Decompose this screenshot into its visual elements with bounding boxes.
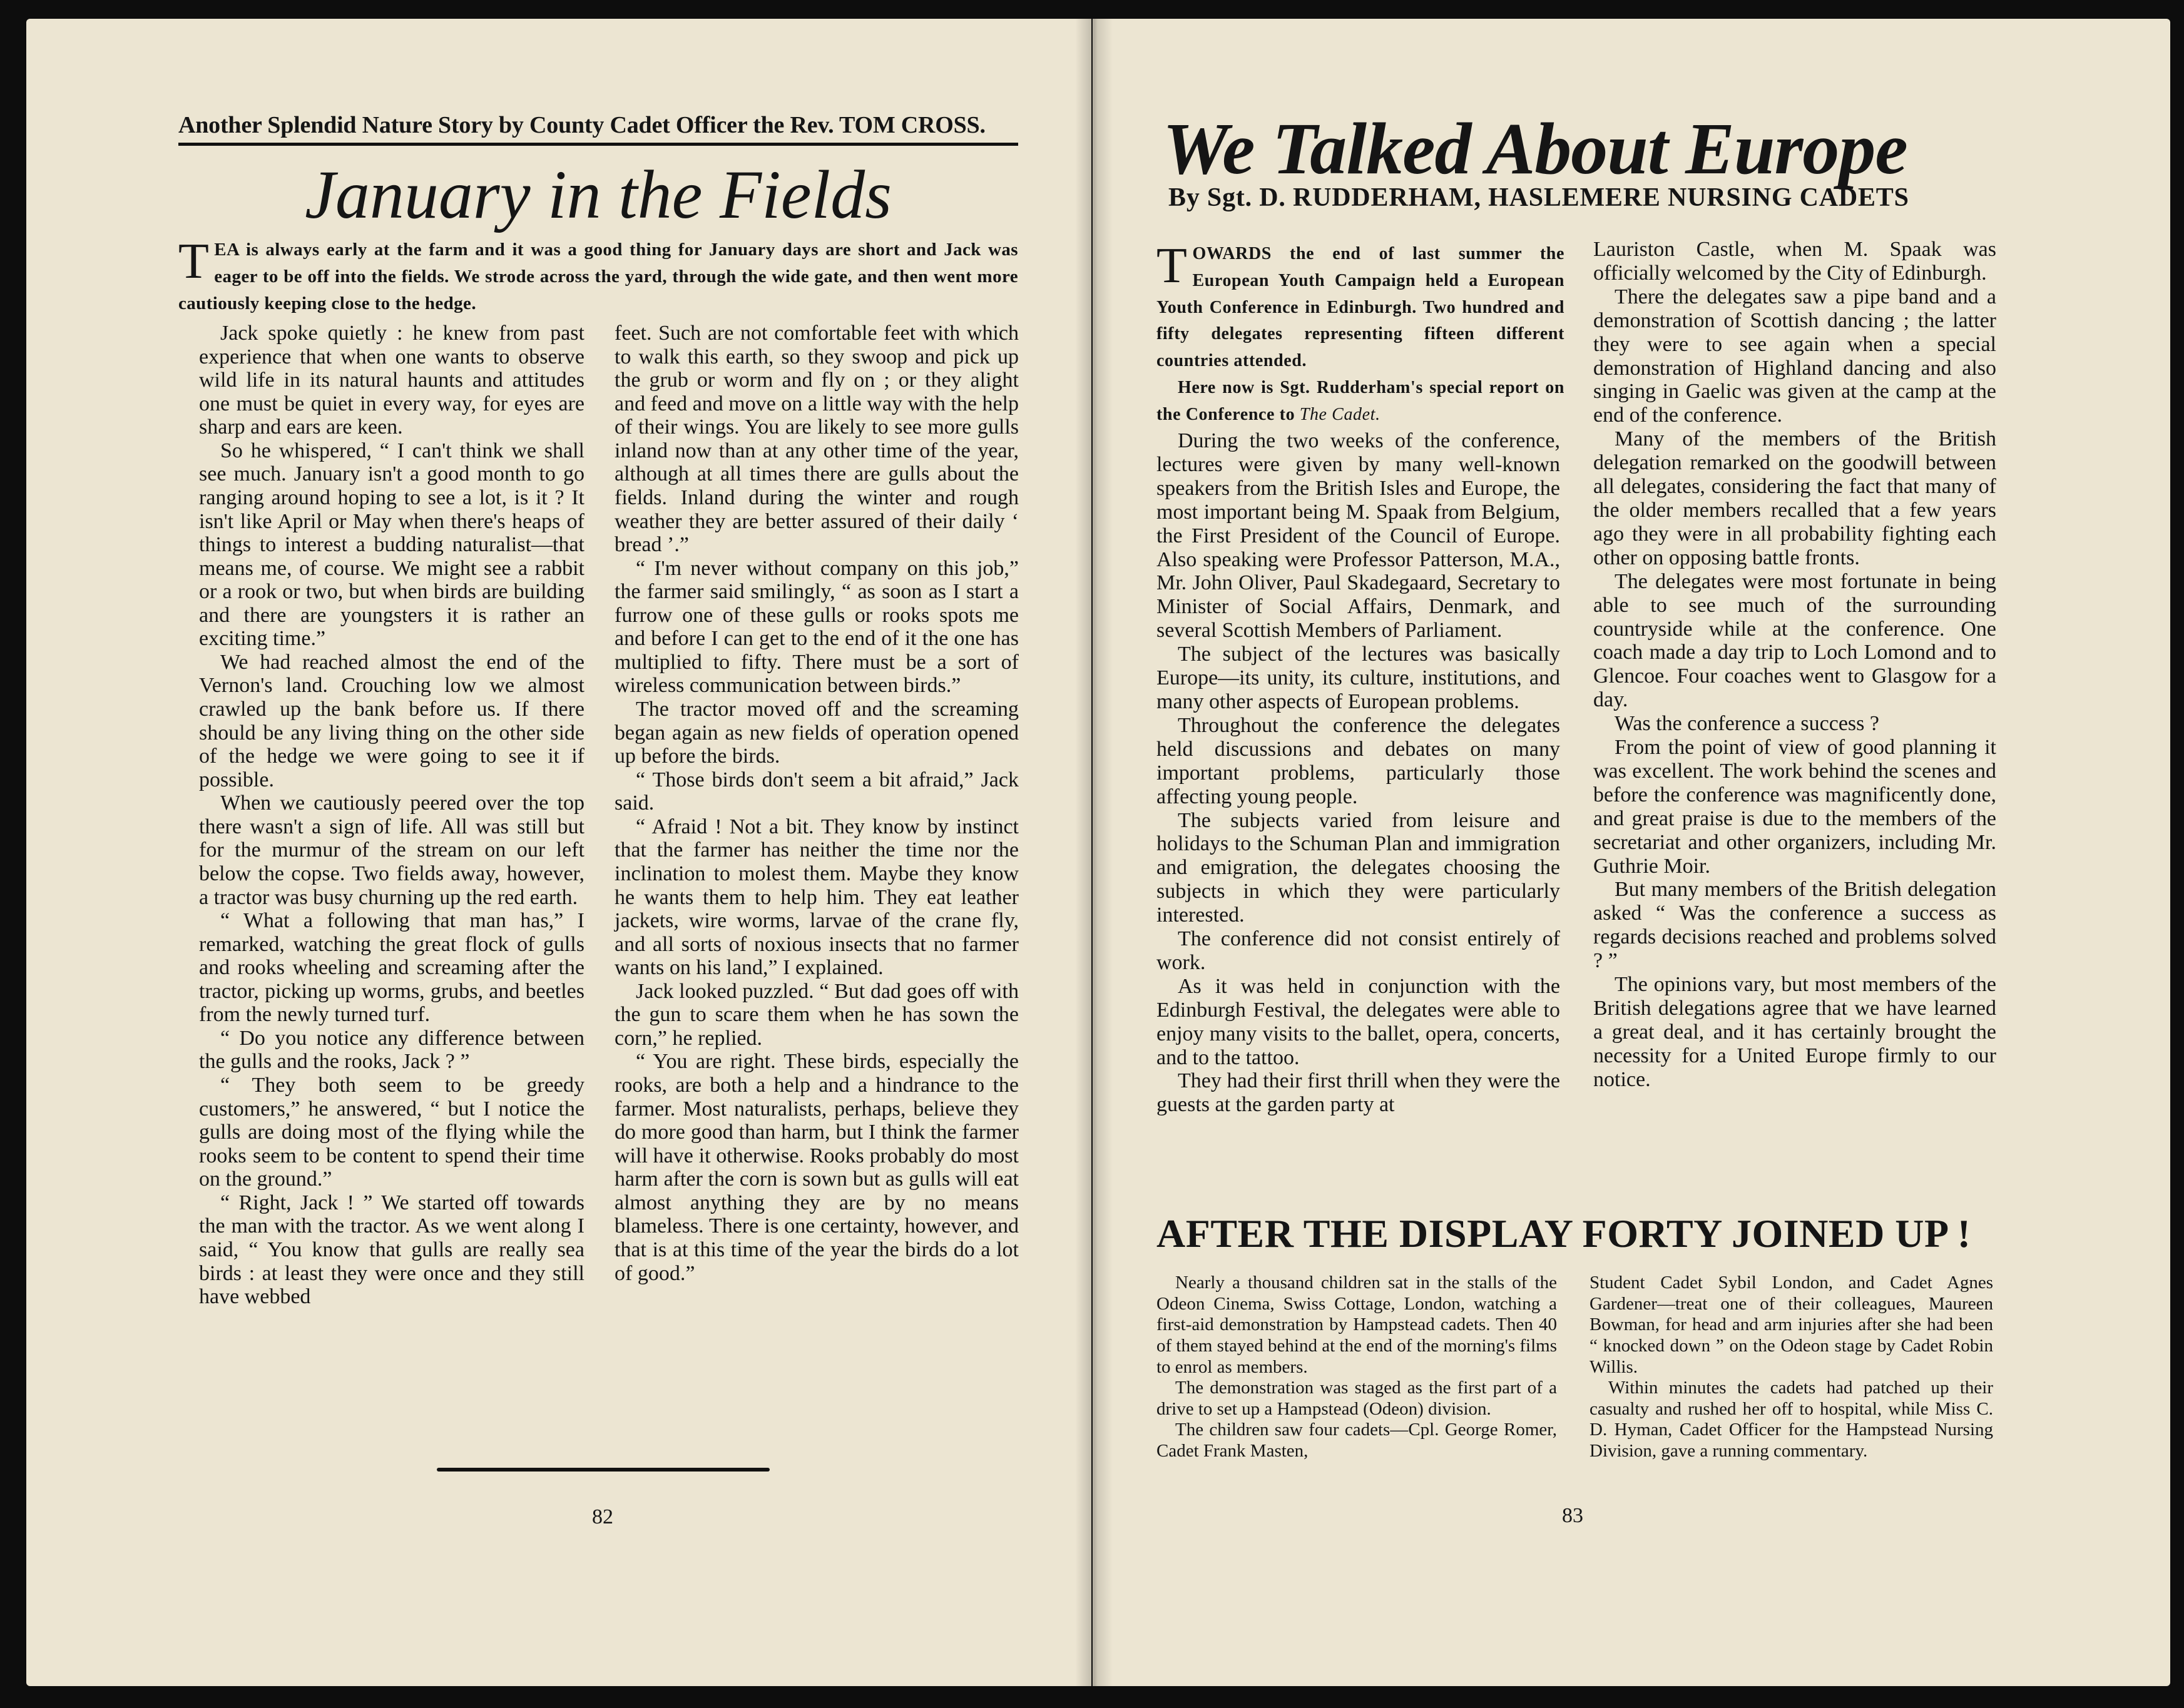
paragraph: The conference did not consist entirely of work. <box>1156 927 1560 974</box>
paragraph: During the two weeks of the conference, lectures were given by many well-known speakers from the British Isles and Europe, the most important being M. Spaak from Belgium, the First President of the Council of Europe. Also speaking were Professor Patterson, M.A., Mr. John Oliver, Paul Skadegaard, Secretary to Minister of Social Affairs, Denmark, and several Scottish Members of Parliament. <box>1156 429 1560 643</box>
paragraph: Student Cadet Sybil London, and Cadet Agnes Gardener—treat one of their colleagues, Maureen Bowman, for head and arm injuries after she had been “ knocked down ” on the Odeon stage by Cadet Robin Willis. <box>1590 1273 1993 1377</box>
article-title: We Talked About Europe <box>1163 108 1907 190</box>
article-column-2 <box>615 322 1019 1285</box>
drop-cap: T <box>1156 238 1188 293</box>
article-title: January in the Fields <box>305 156 892 233</box>
paragraph: The subject of the lectures was basically Europe—its unity, its culture, institutions, and many other aspects of European problems. <box>1156 643 1560 713</box>
paragraph: They had their first thrill when they were the guests at the garden party at <box>1156 1069 1560 1117</box>
drop-cap: T <box>178 234 210 289</box>
paragraph: Was the conference a success ? <box>1615 712 1879 736</box>
article-column-1 <box>1156 429 1560 1117</box>
article-byline: By Sgt. D. RUDDERHAM, HASLEMERE NURSING CADETS <box>1168 183 1909 212</box>
paragraph: Jack spoke quietly : he knew from past experience that when one wants to observe wild life in its natural haunts and attitudes one must be quiet in every way, for eyes are sharp and ears are keen. <box>199 322 584 439</box>
paragraph: “ Do you notice any difference between the gulls and the rooks, Jack ? ” <box>199 1026 584 1074</box>
page-number: 82 <box>592 1505 613 1528</box>
paragraph: “ You are right. These birds, especially the rooks, are both a help and a hindrance to the farmer. Most naturalists, perhaps, believe they do more good than harm, but I think the farmer will have it otherwise. Rooks probably do most harm after the corn is sown but as gulls will eat almost anything they are by no means blameless. There is one certainty, however, and that is at this time of the year the birds do a lot of good.” <box>615 1050 1019 1285</box>
paragraph: The delegates were most fortunate in being able to see much of the surrounding countryside while at the conference. One coach made a day trip to Loch Lomond and to Glencoe. Four coaches went to Glasgow for a day. <box>1593 569 1996 712</box>
paragraph: “ Afraid ! Not a bit. They know by instinct that the farmer has neither the time nor the inclination to molest them. Maybe they know he wants them to help him. They eat leather jackets, wire worms, larvae of the crane fly, and all sorts of noxious insects that no farmer wants on his land,” I explained. <box>615 815 1019 980</box>
paragraph: “ Right, Jack ! ” We started off towards the man with the tractor. As we went along I said, “ You know that gulls are really sea birds : at least they were once and they still have webbed <box>199 1191 584 1309</box>
paragraph: Many of the members of the British delegation remarked on the goodwill between all delegates, considering the fact that many of the older members recalled that a few years ago they were in all probability fighting each other on opposing battle fronts. <box>1593 427 1996 569</box>
paragraph: “ I'm never without company on this job,” the farmer said smilingly, “ as soon as I start a furrow one of these gulls or rooks spots me and before I can get to the end of it the one has multiplied to fifty. There must be a sort of wireless communication between birds.” <box>615 556 1019 698</box>
paragraph: “ What a following that man has,” I remarked, watching the great flock of gulls and rooks wheeling and screaming after the tractor, picking up worms, grubs, and beetles from the newly turned turf. <box>199 909 584 1027</box>
article-lead <box>178 236 1018 318</box>
end-rule <box>437 1468 770 1472</box>
paragraph: When we cautiously peered over the top there wasn't a sign of life. All was still but for the murmur of the stream on our left below the copse. Two fields away, however, a tractor was busy churning up the red earth. <box>199 791 584 909</box>
article-kicker: Another Splendid Nature Story by County Cadet Officer the Rev. TOM CROSS. <box>178 111 1018 146</box>
lead-text-2: Here now is Sgt. Rudderham's special report on the Conference to <box>1156 378 1564 424</box>
news-headline: AFTER THE DISPLAY FORTY JOINED UP ! <box>1156 1211 1971 1256</box>
publication-name: The Cadet. <box>1299 404 1380 424</box>
paragraph: But many members of the British delegation asked “ Was the conference a success as regards decisions reached and problems solved ? ” <box>1593 878 1996 973</box>
paragraph: “ Those birds don't seem a bit afraid,” Jack said. <box>615 768 1019 815</box>
paragraph: The children saw four cadets—Cpl. George Romer, Cadet Frank Masten, <box>1156 1420 1557 1461</box>
lead-text: EA is always early at the farm and it was a good thing for January days are short and Jack was eager to be off into the fields. We strode across the yard, through the wide gate, and then went more cautiously keeping close to the hedge. <box>178 240 1018 314</box>
article-column-2 <box>1593 238 1996 1092</box>
paragraph: The tractor moved off and the screaming began again as new fields of operation opened up before the birds. <box>615 698 1019 768</box>
paragraph: Jack looked puzzled. “ But dad goes off with the gun to scare them when he has sown the corn,” he replied. <box>615 979 1019 1050</box>
article-column-1 <box>199 322 584 1309</box>
paragraph: “ They both seem to be greedy customers,” he answered, “ but I notice the gulls are doing most of the flying while the rooks seem to be content to spend their time on the ground.” <box>199 1074 584 1191</box>
paragraph: Throughout the conference the delegates held discussions and debates on many important problems, particularly those affecting young people. <box>1156 713 1560 808</box>
page-number: 83 <box>1562 1504 1583 1527</box>
paragraph: From the point of view of good planning it was excellent. The work behind the scenes and before the conference was magnificently done, and great praise is due to the members of the secretariat and other organizers, including Mr. Guthrie Moir. <box>1593 736 1996 878</box>
page-gutter <box>1075 19 1113 1686</box>
paragraph: The opinions vary, but most members of the British delegations agree that we have learned a great deal, and it has certainly brought the necessity for a United Europe firmly to our notice. <box>1593 973 1996 1091</box>
lead-text: OWARDS the end of last summer the European Youth Campaign held a European Youth Conference in Edinburgh. Two hundred and fifty delegates representing fifteen different countries attended. <box>1156 244 1564 371</box>
paragraph: The subjects varied from leisure and holidays to the Schuman Plan and immigration and emigration, the delegates choosing the subjects in which they were particularly interested. <box>1156 808 1560 927</box>
paragraph: We had reached almost the end of the Vernon's land. Crouching low we almost crawled up the bank before us. If there should be any living thing on the other side of the hedge we were going to see it if possible. <box>199 650 584 791</box>
paragraph: Lauriston Castle, when M. Spaak was officially welcomed by the City of Edinburgh. <box>1593 238 1996 285</box>
paragraph: There the delegates saw a pipe band and a demonstration of Scottish dancing ; the latter they were to see again when a special demonstration of Highland dancing and also singing in Gaelic was given at the camp at the end of the conference. <box>1593 285 1996 427</box>
paragraph: As it was held in conjunction with the Edinburgh Festival, the delegates were able to enjoy many visits to the ballet, opera, concerts, and to the tattoo. <box>1156 974 1560 1069</box>
paragraph: Within minutes the cadets had patched up their casualty and rushed her off to hospital, while Miss C. D. Hyman, Cadet Officer for the Hampstead Nursing Division, gave a running commentary. <box>1590 1378 1993 1461</box>
news-column-1 <box>1156 1273 1557 1462</box>
paragraph: The demonstration was staged as the first part of a drive to set up a Hampstead (Odeon) division. <box>1156 1378 1557 1419</box>
paragraph: feet. Such are not comfortable feet with which to walk this earth, so they swoop and pick up the grub or worm and fly on ; or they alight and feed and move on a little way with the help of their wings. You are likely to see more gulls inland now than at any other time of the year, although at all times there are gulls about the fields. Inland during the winter and rough weather they are better assured of their daily ‘ bread ’.” <box>615 322 1019 557</box>
article-lead <box>1156 238 1564 429</box>
paragraph: Nearly a thousand children sat in the stalls of the Odeon Cinema, Swiss Cottage, London, watching a first-aid demonstration by Hampstead cadets. Then 40 of them stayed behind at the end of the morning's films to enrol as members. <box>1156 1273 1557 1377</box>
paragraph: So he whispered, “ I can't think we shall see much. January isn't a good month to go ranging around hoping to see a lot, is it ? It isn't like April or May when there's heaps of things to interest a budding naturalist—that means me, of course. We might see a rabbit or a rook or two, but when birds are building and there are youngsters it is rather an exciting time.” <box>199 439 584 651</box>
news-column-2 <box>1590 1273 1993 1462</box>
